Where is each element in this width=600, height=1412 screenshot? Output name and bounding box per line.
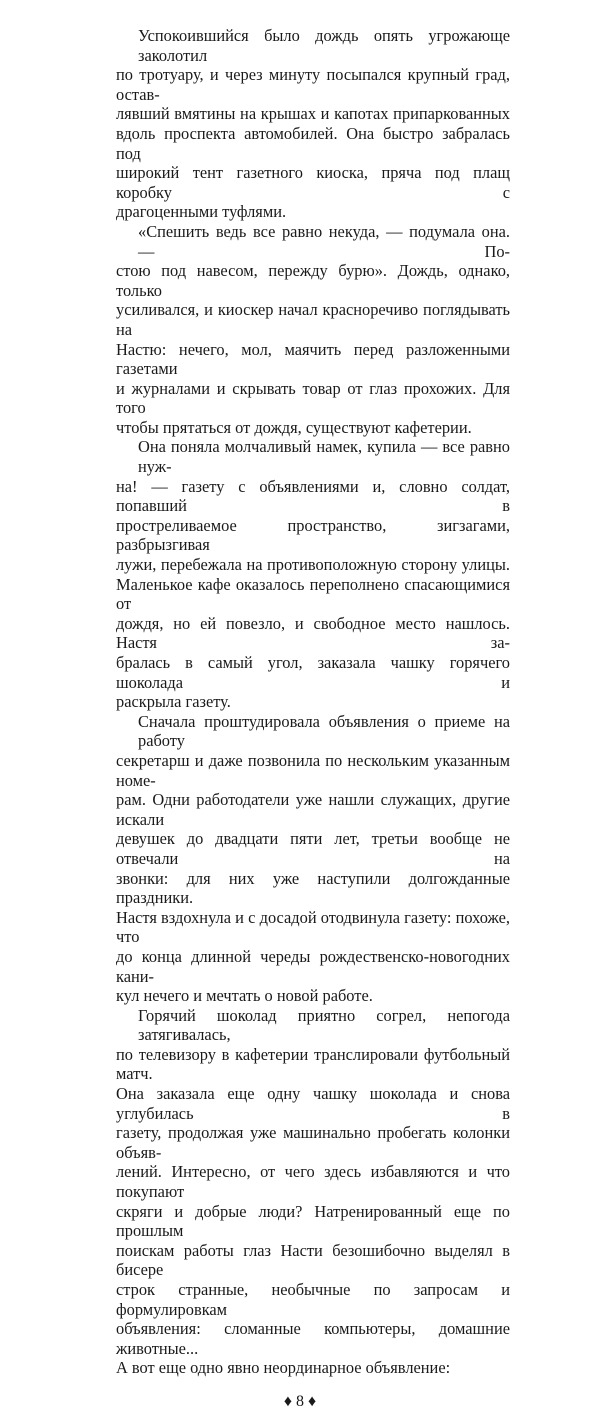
text-line: лужи, перебежала на противоположную сторону улицы. xyxy=(116,555,510,575)
text-line: лявший вмятины на крышах и капотах припаркованных xyxy=(116,104,510,124)
text-line: скряги и добрые люди? Натренированный еще по прошлым xyxy=(116,1201,510,1241)
text-line: чтобы прятаться от дождя, существуют кафетерии. xyxy=(116,417,472,437)
text-line: простреливаемое пространство, зигзагами, разбрызгивая xyxy=(116,515,510,555)
text-line: Сначала проштудировала объявления о приеме на работу xyxy=(138,711,510,751)
text-line: Горячий шоколад приятно согрел, непогода затягивалась, xyxy=(138,1005,510,1045)
text-line: драгоценными туфлями. xyxy=(116,202,287,222)
text-line: широкий тент газетного киоска, пряча под плащ коробку с xyxy=(116,163,510,202)
page-number: ♦ 8 ♦ xyxy=(283,1392,317,1410)
text-line: на! — газету с объявлениями и, словно солдат, попавший в xyxy=(116,476,510,516)
text-line: стою под навесом, пережду бурю». Дождь, однако, только xyxy=(116,261,510,300)
text-line: девушек до двадцати пяти лет, третьи вообще не отвечали на xyxy=(116,829,510,868)
text-line: по телевизору в кафетерии транслировали футбольный матч. xyxy=(116,1044,510,1084)
text-line: по тротуару, и через минуту посыпался крупный град, остав- xyxy=(116,65,510,104)
paragraph xyxy=(116,437,510,711)
body-text xyxy=(116,26,510,1378)
paragraph xyxy=(116,222,510,438)
text-line: строк странные, необычные по запросам и формулировкам xyxy=(116,1280,510,1319)
text-line: раскрыла газету. xyxy=(116,692,231,712)
text-line: объявления: сломанные компьютеры, домашние животные... xyxy=(116,1319,510,1358)
text-line: Она заказала еще одну чашку шоколада и снова углубилась в xyxy=(116,1084,510,1123)
paragraph xyxy=(116,26,510,222)
text-line: Маленькое кафе оказалось переполнено спасающимися от xyxy=(116,574,510,614)
paragraph xyxy=(116,712,510,1006)
text-line: звонки: для них уже наступили долгожданные праздники. xyxy=(116,868,510,908)
text-line: вдоль проспекта автомобилей. Она быстро забралась под xyxy=(116,123,510,163)
text-line: Успокоившийся было дождь опять угрожающе заколотил xyxy=(138,26,510,65)
text-line: лений. Интересно, от чего здесь избавляются и что покупают xyxy=(116,1162,510,1202)
text-line: поискам работы глаз Насти безошибочно выделял в бисере xyxy=(116,1240,510,1280)
text-line: Настя вздохнула и с досадой отодвинула газету: похоже, что xyxy=(116,907,510,947)
text-line: газету, продолжая уже машинально пробегать колонки объяв- xyxy=(116,1123,510,1162)
text-line: Она поняла молчаливый намек, купила — все равно нуж- xyxy=(138,437,510,477)
text-line: дождя, но ей повезло, и свободное место нашлось. Настя за- xyxy=(116,613,510,653)
text-line: до конца длинной череды рождественско-новогодних кани- xyxy=(116,946,510,986)
paragraph xyxy=(116,1006,510,1378)
text-line: Настю: нечего, мол, маячить перед разложенными газетами xyxy=(116,339,510,379)
text-line: и журналами и скрывать товар от глаз прохожих. Для того xyxy=(116,378,510,418)
text-line: усиливался, и киоскер начал красноречиво поглядывать на xyxy=(116,300,510,339)
text-line: бралась в самый угол, заказала чашку горячего шоколада и xyxy=(116,653,510,692)
text-line: секретарш и даже позвонила по нескольким указанным номе- xyxy=(116,750,510,790)
text-line: рам. Одни работодатели уже нашли служащих, другие искали xyxy=(116,790,510,829)
text-line: кул нечего и мечтать о новой работе. xyxy=(116,986,373,1006)
text-line: А вот еще одно явно неординарное объявление: xyxy=(116,1358,451,1378)
text-line: «Спешить ведь все равно некуда, — подумала она. — По- xyxy=(138,221,510,261)
